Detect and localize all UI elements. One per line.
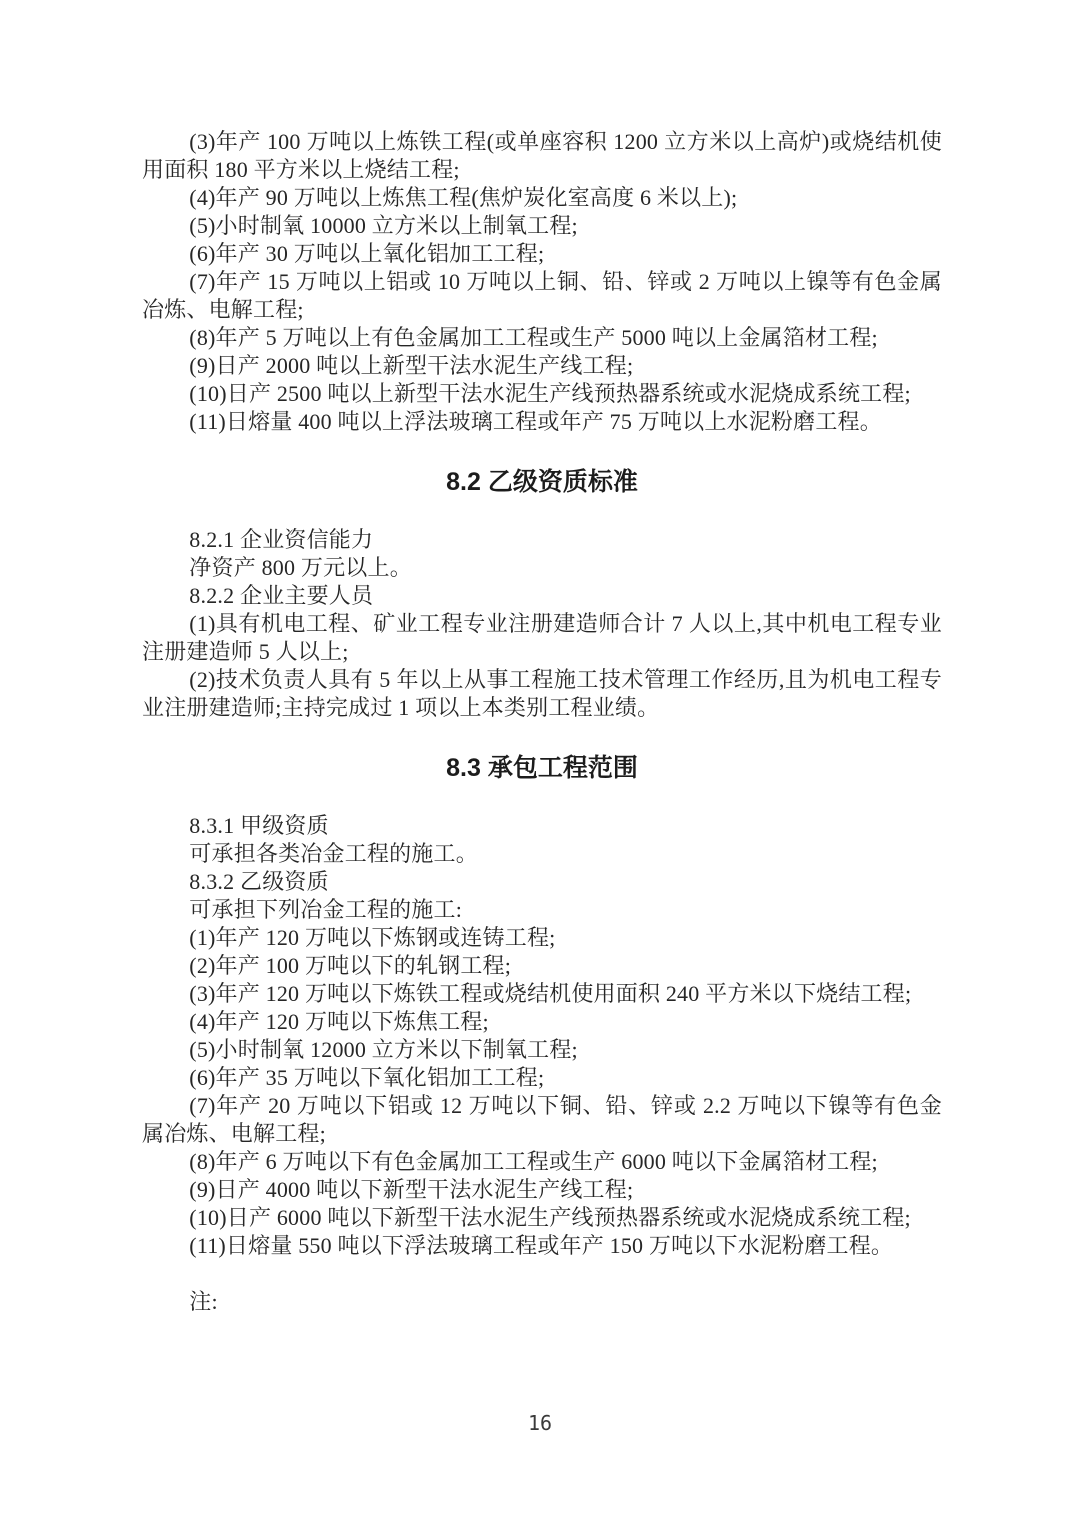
list-item-8-3-2-11: (11)日熔量 550 吨以下浮法玻璃工程或年产 150 万吨以下水泥粉磨工程。 [189, 1233, 894, 1258]
note-label: 注: [189, 1289, 218, 1314]
list-item-8-2-2-1: (1)具有机电工程、矿业工程专业注册建造师合计 7 人以上,其中机电工程专业注册建造师 5 人以上; [142, 611, 942, 664]
list-item-8-1-10: (10)日产 2500 吨以上新型干法水泥生产线预热器系统或水泥烧成系统工程; [189, 381, 911, 406]
list-item-8-3-2-9: (9)日产 4000 吨以下新型干法水泥生产线工程; [189, 1177, 634, 1202]
list-item-8-1-7: (7)年产 15 万吨以上铝或 10 万吨以上铜、铅、锌或 2 万吨以上镍等有色金属冶炼、电解工程; [142, 269, 942, 322]
clause-8-3-2-intro: 可承担下列冶金工程的施工: [189, 897, 463, 922]
list-item-8-3-2-1: (1)年产 120 万吨以下炼钢或连铸工程; [189, 925, 556, 950]
list-item-8-1-11: (11)日熔量 400 吨以上浮法玻璃工程或年产 75 万吨以上水泥粉磨工程。 [189, 409, 882, 434]
list-item-8-1-9: (9)日产 2000 吨以上新型干法水泥生产线工程; [189, 353, 634, 378]
clause-8-3-1: 8.3.1 甲级资质 [189, 813, 329, 838]
list-item-8-3-2-10: (10)日产 6000 吨以下新型干法水泥生产线预热器系统或水泥烧成系统工程; [189, 1205, 911, 1230]
clause-8-3-2: 8.3.2 乙级资质 [189, 869, 329, 894]
clause-8-2-2: 8.2.2 企业主要人员 [189, 583, 374, 608]
list-item-8-3-2-7: (7)年产 20 万吨以下铝或 12 万吨以下铜、铅、锌或 2.2 万吨以下镍等有色金属冶炼、电解工程; [142, 1093, 942, 1146]
list-item-8-2-2-2: (2)技术负责人具有 5 年以上从事工程施工技术管理工作经历,且为机电工程专业注册建造师;主持完成过 1 项以上本类别工程业绩。 [142, 667, 942, 720]
page-content [142, 128, 942, 1316]
list-item-8-3-2-5: (5)小时制氧 12000 立方米以下制氧工程; [189, 1037, 578, 1062]
list-item-8-1-4: (4)年产 90 万吨以上炼焦工程(焦炉炭化室高度 6 米以上); [189, 185, 738, 210]
list-item-8-1-3: (3)年产 100 万吨以上炼铁工程(或单座容积 1200 立方米以上高炉)或烧结机使用面积 180 平方米以上烧结工程; [142, 129, 942, 182]
clause-8-2-1: 8.2.1 企业资信能力 [189, 527, 374, 552]
page-number: 16 [527, 1411, 553, 1435]
list-item-8-3-2-8: (8)年产 6 万吨以下有色金属加工工程或生产 6000 吨以下金属箔材工程; [189, 1149, 878, 1174]
list-item-8-1-5: (5)小时制氧 10000 立方米以上制氧工程; [189, 213, 578, 238]
section-heading-8-3: 8.3 承包工程范围 [446, 754, 638, 782]
list-item-8-3-2-4: (4)年产 120 万吨以下炼焦工程; [189, 1009, 489, 1034]
list-item-8-3-2-2: (2)年产 100 万吨以下的轧钢工程; [189, 953, 512, 978]
list-item-8-1-6: (6)年产 30 万吨以上氧化铝加工工程; [189, 241, 545, 266]
list-item-8-3-2-6: (6)年产 35 万吨以下氧化铝加工工程; [189, 1065, 545, 1090]
list-item-8-3-2-3: (3)年产 120 万吨以下炼铁工程或烧结机使用面积 240 平方米以下烧结工程; [189, 981, 912, 1006]
clause-8-3-1-body: 可承担各类冶金工程的施工。 [189, 841, 478, 866]
list-item-8-1-8: (8)年产 5 万吨以上有色金属加工工程或生产 5000 吨以上金属箔材工程; [189, 325, 878, 350]
section-heading-8-2: 8.2 乙级资质标准 [446, 468, 638, 496]
clause-8-2-1-body: 净资产 800 万元以上。 [189, 555, 412, 580]
